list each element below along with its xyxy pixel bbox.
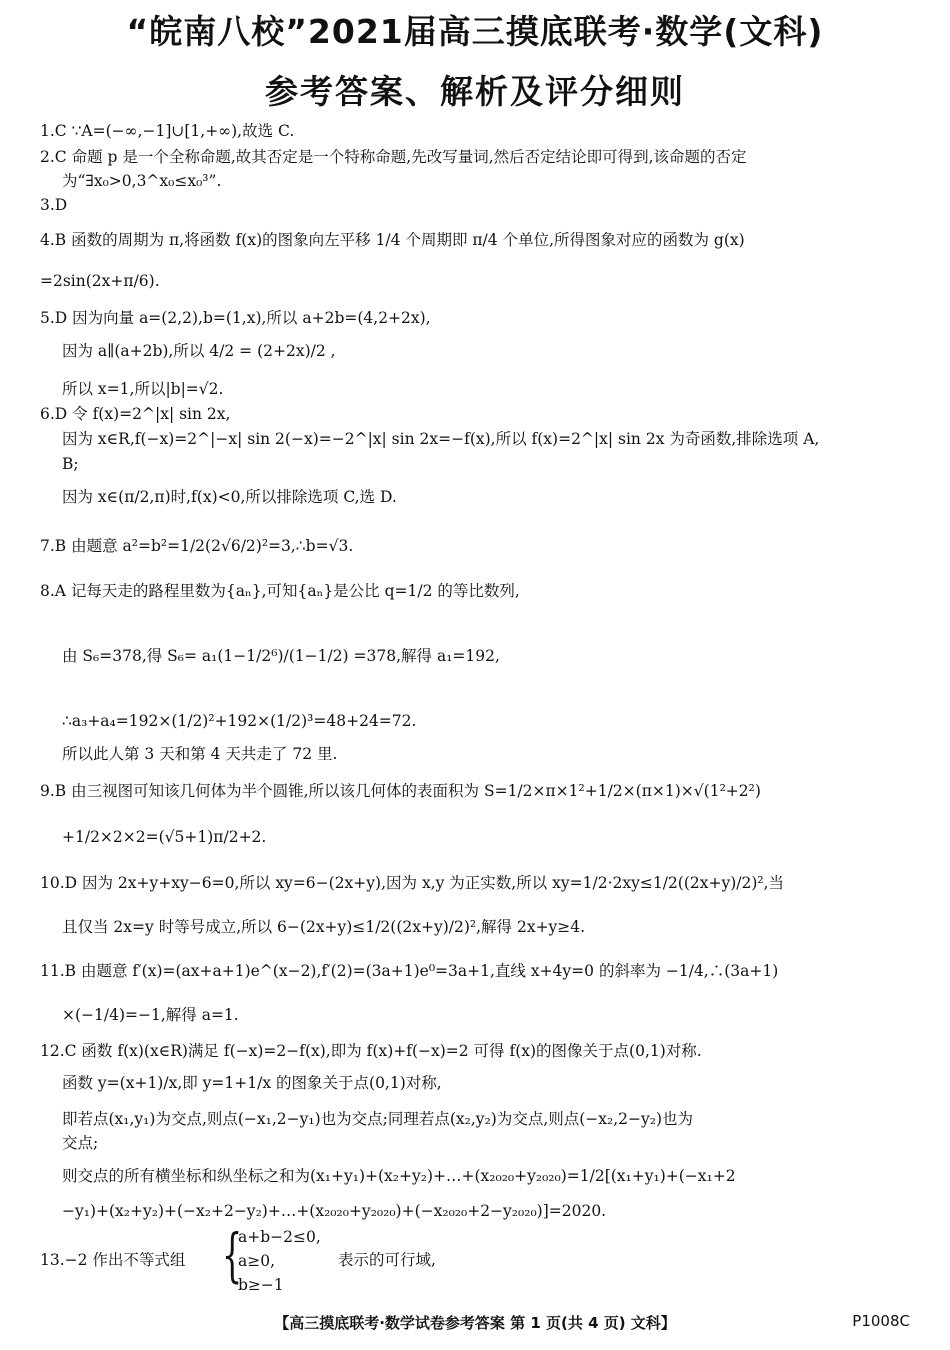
answer-line: =2sin(2x+π/6).: [40, 272, 160, 290]
answer-line: 11.B 由题意 f′(x)=(ax+a+1)e^(x−2),f′(2)=(3a+1)e⁰=3a+1,直线 x+4y=0 的斜率为 −1/4,∴(3a+1): [40, 962, 779, 980]
answer-line: 9.B 由三视图可知该几何体为半个圆锥,所以该几何体的表面积为 S=1/2×π×1²+1/2×(π×1)×√(1²+2²): [40, 782, 761, 800]
answer-line: 2.C 命题 p 是一个全称命题,故其否定是一个特称命题,先改写量词,然后否定结论即可得到,该命题的否定: [40, 148, 747, 166]
answer-line: 函数 y=(x+1)/x,即 y=1+1/x 的图象关于点(0,1)对称,: [62, 1074, 442, 1092]
answer-line: 所以 x=1,所以|b|=√2.: [62, 380, 224, 398]
inequality-row: b≥−1: [238, 1276, 284, 1294]
answer-line: ×(−1/4)=−1,解得 a=1.: [62, 1006, 239, 1024]
answer-line: ∴a₃+a₄=192×(1/2)²+192×(1/2)³=48+24=72.: [62, 712, 417, 730]
answer-line: 8.A 记每天走的路程里数为{aₙ},可知{aₙ}是公比 q=1/2 的等比数列,: [40, 582, 520, 600]
answer-line: 因为 x∈R,f(−x)=2^|−x| sin 2(−x)=−2^|x| sin 2x=−f(x),所以 f(x)=2^|x| sin 2x 为奇函数,排除选项 A,: [62, 430, 820, 448]
answer-line: 即若点(x₁,y₁)为交点,则点(−x₁,2−y₁)也为交点;同理若点(x₂,y₂)为交点,则点(−x₂,2−y₂)也为: [62, 1110, 694, 1128]
answer-line: 所以此人第 3 天和第 4 天共走了 72 里.: [62, 745, 338, 763]
answer-line: 6.D 令 f(x)=2^|x| sin 2x,: [40, 405, 231, 423]
answer-line: 13.−2 作出不等式组: [40, 1251, 186, 1269]
answer-line: +1/2×2×2=(√5+1)π/2+2.: [62, 828, 267, 846]
answer-line: 3.D: [40, 196, 68, 214]
answer-line: 交点;: [62, 1134, 99, 1152]
answer-line: 则交点的所有横坐标和纵坐标之和为(x₁+y₁)+(x₂+y₂)+…+(x₂₀₂₀+y₂₀₂₀)=1/2[(x₁+y₁)+(−x₁+2: [62, 1167, 736, 1185]
answer-line: 1.C ∵A=(−∞,−1]∪[1,+∞),故选 C.: [40, 122, 295, 140]
answer-line: 4.B 函数的周期为 π,将函数 f(x)的图象向左平移 1/4 个周期即 π/4 个单位,所得图象对应的函数为 g(x): [40, 231, 745, 249]
page-subtitle: 参考答案、解析及评分细则: [265, 72, 685, 111]
answer-line: 12.C 函数 f(x)(x∈R)满足 f(−x)=2−f(x),即为 f(x)+f(−x)=2 可得 f(x)的图像关于点(0,1)对称.: [40, 1042, 702, 1060]
answer-line: 且仅当 2x=y 时等号成立,所以 6−(2x+y)≤1/2((2x+y)/2)²,解得 2x+y≥4.: [62, 918, 586, 936]
answer-line: −y₁)+(x₂+y₂)+(−x₂+2−y₂)+…+(x₂₀₂₀+y₂₀₂₀)+(−x₂₀₂₀+2−y₂₀₂₀)]=2020.: [62, 1202, 607, 1220]
system-brace: {: [222, 1221, 243, 1289]
answer-line: 10.D 因为 2x+y+xy−6=0,所以 xy=6−(2x+y),因为 x,y 为正实数,所以 xy=1/2·2xy≤1/2((2x+y)/2)²,当: [40, 874, 785, 892]
answer-line: 7.B 由题意 a²=b²=1/2(2√6/2)²=3,∴b=√3.: [40, 537, 354, 555]
document-code: P1008C: [852, 1312, 910, 1330]
answer-line: 因为 x∈(π/2,π)时,f(x)<0,所以排除选项 C,选 D.: [62, 488, 397, 506]
answer-line: 为“∃x₀>0,3^x₀≤x₀³”.: [62, 172, 222, 190]
answer-line: 5.D 因为向量 a=(2,2),b=(1,x),所以 a+2b=(4,2+2x),: [40, 309, 431, 327]
answer-line: 表示的可行域,: [338, 1251, 436, 1269]
inequality-row: a≥0,: [238, 1252, 276, 1270]
page-footer: 【高三摸底联考·数学试卷参考答案 第 1 页(共 4 页) 文科】: [274, 1314, 676, 1332]
page-title: “皖南八校”2021届高三摸底联考·数学(文科): [126, 12, 824, 51]
answer-line: 因为 a∥(a+2b),所以 4/2 = (2+2x)/2 ,: [62, 342, 336, 360]
answer-line: 由 S₆=378,得 S₆= a₁(1−1/2⁶)/(1−1/2) =378,解得 a₁=192,: [62, 647, 500, 665]
inequality-row: a+b−2≤0,: [238, 1228, 321, 1246]
answer-line: B;: [62, 455, 79, 473]
